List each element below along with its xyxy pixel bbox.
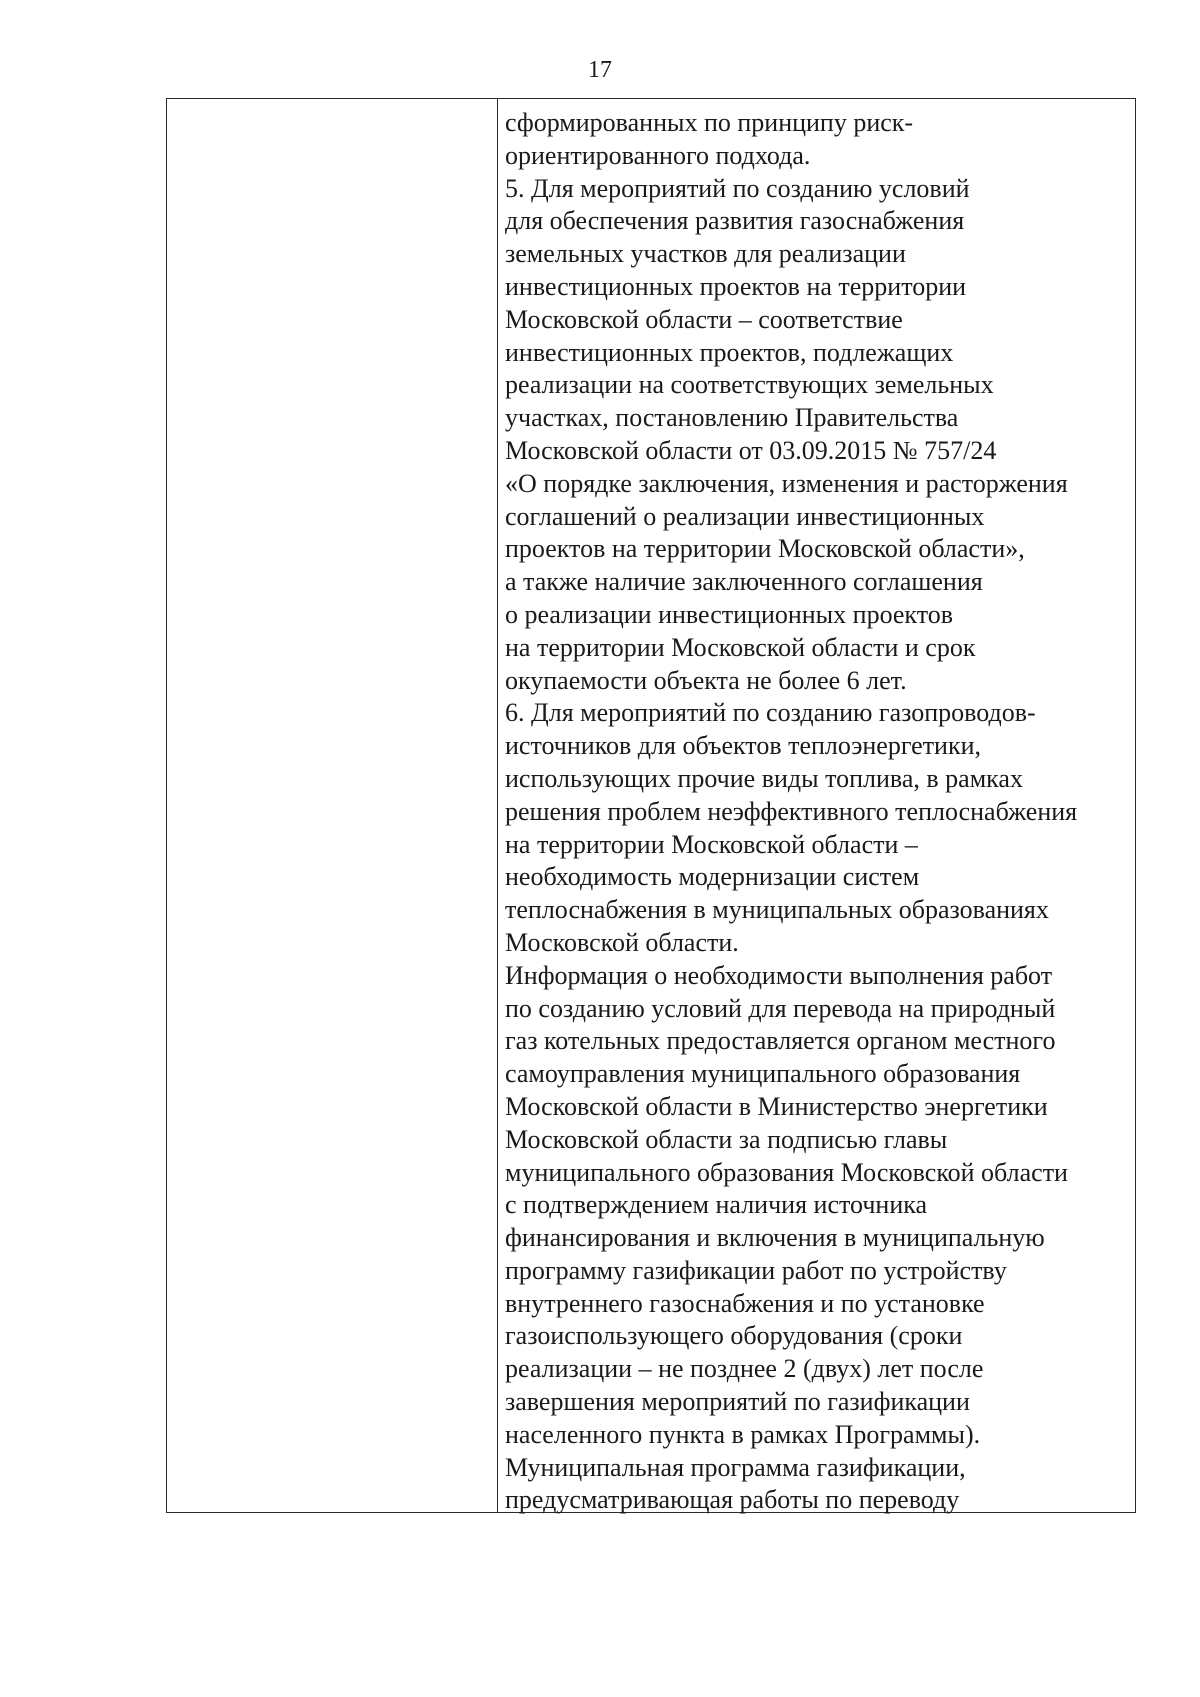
text-line: «О порядке заключения, изменения и расторжения — [505, 468, 1068, 498]
text-line: Московской области в Министерство энергетики — [505, 1091, 1048, 1121]
table-cell-right — [498, 99, 1135, 1515]
text-line: Московской области от 03.09.2015 № 757/24 — [505, 435, 997, 465]
text-line: 5. Для мероприятий по созданию условий — [505, 173, 970, 203]
text-line: внутреннего газоснабжения и по установке — [505, 1288, 985, 1318]
text-line: проектов на территории Московской области», — [505, 534, 1025, 564]
text-line: окупаемости объекта не более 6 лет. — [505, 665, 907, 695]
text-line: Московской области. — [505, 927, 739, 957]
text-line: Московской области за подписью главы — [505, 1124, 948, 1154]
text-line: газоиспользующего оборудования (сроки — [505, 1321, 963, 1351]
text-line: завершения мероприятий по газификации — [505, 1387, 970, 1417]
text-line: муниципального образования Московской области — [505, 1157, 1068, 1187]
text-line: земельных участков для реализации — [505, 239, 906, 269]
text-line: Московской области – соответствие — [505, 304, 903, 334]
text-line: а также наличие заключенного соглашения — [505, 567, 983, 597]
text-line: населенного пункта в рамках Программы). — [505, 1419, 981, 1449]
document-table — [166, 98, 1136, 1513]
text-line: решения проблем неэффективного теплоснабжения — [505, 796, 1078, 826]
text-line: теплоснабжения в муниципальных образованиях — [505, 895, 1049, 925]
text-line: необходимость модернизации систем — [505, 862, 920, 892]
table-cell-left — [167, 99, 498, 1512]
text-line: инвестиционных проектов, подлежащих — [505, 337, 954, 367]
text-line: на территории Московской области – — [505, 829, 918, 859]
text-line: реализации – не позднее 2 (двух) лет после — [505, 1354, 984, 1384]
text-line: сформированных по принципу риск- — [505, 108, 914, 137]
text-line: самоуправления муниципального образования — [505, 1059, 1021, 1089]
text-line: программу газификации работ по устройству — [505, 1255, 1007, 1285]
text-line: ориентированного подхода. — [505, 140, 811, 170]
text-line: о реализации инвестиционных проектов — [505, 599, 954, 629]
text-line: реализации на соответствующих земельных — [505, 370, 994, 400]
text-line: Информация о необходимости выполнения работ — [505, 960, 1053, 990]
text-line: использующих прочие виды топлива, в рамках — [505, 763, 1023, 793]
text-line: соглашений о реализации инвестиционных — [505, 501, 985, 531]
text-line: инвестиционных проектов на территории — [505, 271, 967, 301]
text-line: 6. Для мероприятий по созданию газопроводов- — [505, 698, 1036, 728]
text-line: участках, постановлению Правительства — [505, 403, 959, 433]
text-line: источников для объектов теплоэнергетики, — [505, 731, 982, 761]
text-line: газ котельных предоставляется органом местного — [505, 1026, 1056, 1056]
text-line: с подтверждением наличия источника — [505, 1190, 928, 1220]
text-line: по созданию условий для перевода на природный — [505, 993, 1056, 1023]
text-line: на территории Московской области и срок — [505, 632, 976, 662]
text-line: Муниципальная программа газификации, — [505, 1452, 966, 1482]
text-line: финансирования и включения в муниципальную — [505, 1223, 1045, 1253]
page-number: 17 — [588, 57, 612, 83]
text-line: предусматривающая работы по переводу — [505, 1485, 960, 1515]
text-line: для обеспечения развития газоснабжения — [505, 206, 965, 236]
